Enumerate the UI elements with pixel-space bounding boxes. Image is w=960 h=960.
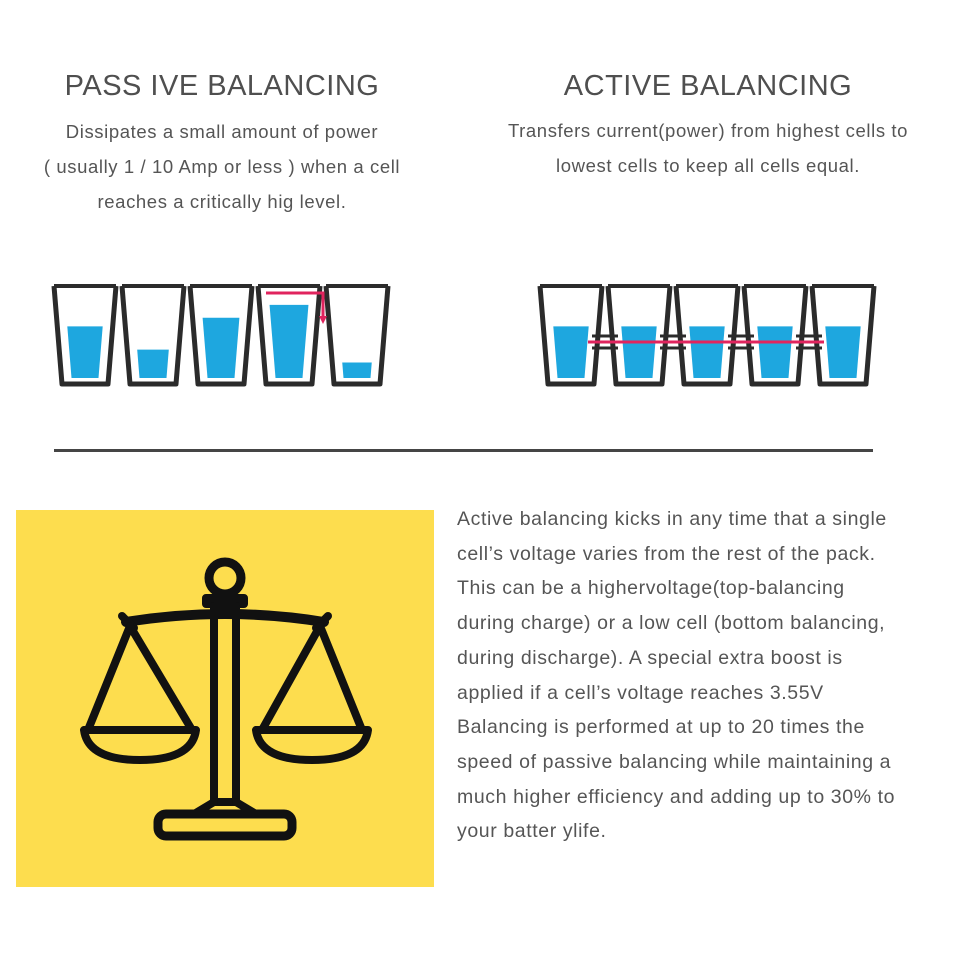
active-desc-line: Transfers current(power) from highest cells to bbox=[507, 120, 909, 141]
cell-water-level bbox=[621, 326, 656, 378]
cell-water-level bbox=[825, 326, 860, 378]
scale-panel bbox=[16, 510, 434, 887]
balance-scale-icon bbox=[16, 510, 434, 887]
passive-balancing-description bbox=[0, 114, 444, 219]
cell-water-level bbox=[689, 326, 724, 378]
body-line: your batter ylife. bbox=[457, 820, 607, 843]
active-balancing-description bbox=[486, 113, 930, 183]
body-line: during discharge). A special extra boost is bbox=[457, 646, 843, 669]
passive-desc-line: ( usually 1 / 10 Amp or less ) when a cell bbox=[43, 156, 401, 177]
cell-water-level bbox=[270, 305, 309, 378]
cell-water-level bbox=[757, 326, 792, 378]
body-line: speed of passive balancing while maintaining a bbox=[457, 750, 892, 773]
passive-balancing-title: PASS IVE BALANCING bbox=[64, 70, 380, 102]
body-line: This can be a highervoltage(top-balancing bbox=[457, 577, 845, 600]
passive-cells-diagram bbox=[40, 272, 410, 398]
body-line: much higher efficiency and adding up to 30% to bbox=[457, 785, 896, 808]
section-divider bbox=[54, 449, 873, 452]
cell-water-level bbox=[67, 326, 102, 378]
cell-water-level bbox=[342, 363, 372, 378]
active-cells-diagram bbox=[528, 272, 888, 398]
body-line: Balancing is performed at up to 20 times the bbox=[457, 716, 865, 739]
cell-water-level bbox=[203, 318, 240, 378]
active-balancing-explanation bbox=[457, 502, 957, 849]
body-line: cell’s voltage varies from the rest of the pack. bbox=[457, 542, 876, 565]
body-line: applied if a cell’s voltage reaches 3.55V bbox=[457, 681, 824, 704]
cell-water-level bbox=[137, 350, 169, 378]
passive-desc-line: reaches a critically hig level. bbox=[97, 191, 347, 212]
cell-water-level bbox=[553, 326, 588, 378]
active-balancing-title: ACTIVE BALANCING bbox=[563, 70, 853, 102]
body-line: Active balancing kicks in any time that a single bbox=[457, 508, 887, 530]
active-desc-line: lowest cells to keep all cells equal. bbox=[556, 155, 860, 176]
passive-desc-line: Dissipates a small amount of power bbox=[65, 121, 379, 142]
body-line: during charge) or a low cell (bottom balancing, bbox=[457, 612, 886, 635]
